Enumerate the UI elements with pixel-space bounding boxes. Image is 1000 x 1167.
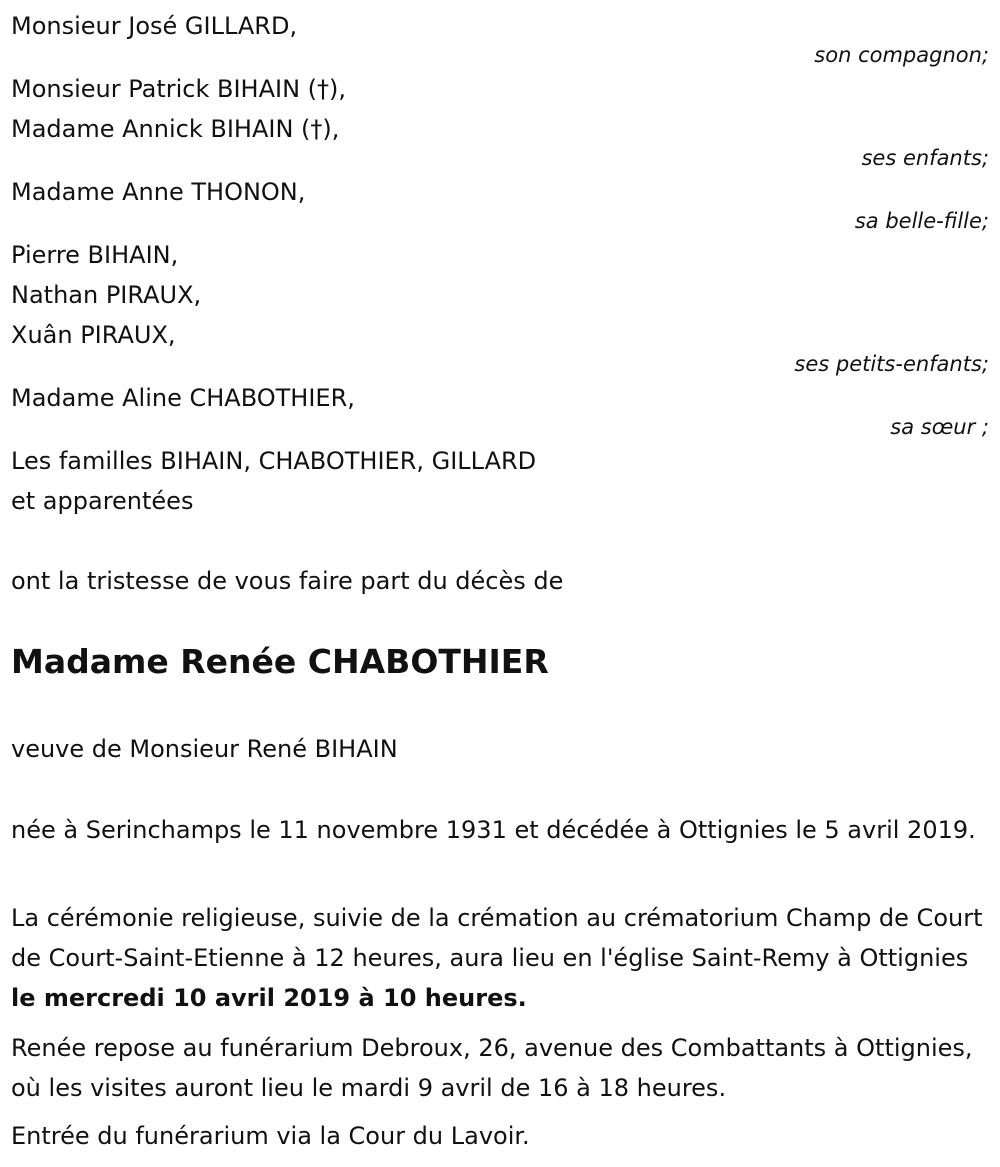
family-member-name: Pierre BIHAIN, — [11, 241, 179, 269]
widow-of-text: veuve de Monsieur René BIHAIN — [11, 735, 398, 763]
deceased-name: Madame Renée CHABOTHIER — [11, 642, 549, 681]
ceremony-date: le mercredi 10 avril 2019 à 10 heures. — [11, 984, 527, 1012]
family-member-name: Monsieur José GILLARD, — [11, 12, 298, 40]
family-member-name: Nathan PIRAUX, — [11, 281, 202, 309]
ceremony-text: La cérémonie religieuse, suivie de la crémation au crématorium Champ de Court de Court-Saint-Etienne à 12 heures, aura lieu en l'église Saint-Remy à Ottignies — [11, 904, 983, 972]
visit-paragraph: Renée repose au funérarium Debroux, 26, avenue des Combattants à Ottignies, où les visites auront lieu le mardi 9 avril de 16 à 18 heures. — [11, 1034, 973, 1102]
families-line: Les familles BIHAIN, CHABOTHIER, GILLARD — [11, 447, 537, 475]
birth-death-text: née à Serinchamps le 11 novembre 1931 et décédée à Ottignies le 5 avril 2019. — [11, 816, 976, 844]
ceremony-paragraph — [11, 898, 986, 1018]
families-line: et apparentées — [11, 487, 194, 515]
family-group — [11, 172, 989, 236]
family-member-name: Xuân PIRAUX, — [11, 321, 176, 349]
relationship-label: ses petits-enfants; — [794, 352, 989, 376]
family-group — [11, 235, 989, 379]
relationship-label: sa sœur ; — [890, 415, 989, 439]
family-member-name: Madame Anne THONON, — [11, 178, 306, 206]
family-group — [11, 6, 989, 70]
family-member-name: Monsieur Patrick BIHAIN (†), — [11, 75, 347, 103]
family-member-name: Madame Annick BIHAIN (†), — [11, 115, 340, 143]
relationship-label: sa belle-fille; — [854, 209, 989, 233]
family-group — [11, 378, 989, 442]
relationship-label: ses enfants; — [861, 146, 989, 170]
family-member-name: Madame Aline CHABOTHIER, — [11, 384, 355, 412]
families-block — [11, 441, 989, 521]
family-group — [11, 69, 989, 173]
relationship-label: son compagnon; — [814, 43, 989, 67]
announcement-text: ont la tristesse de vous faire part du décès de — [11, 567, 564, 595]
entrance-paragraph: Entrée du funérarium via la Cour du Lavoir. — [11, 1122, 530, 1150]
